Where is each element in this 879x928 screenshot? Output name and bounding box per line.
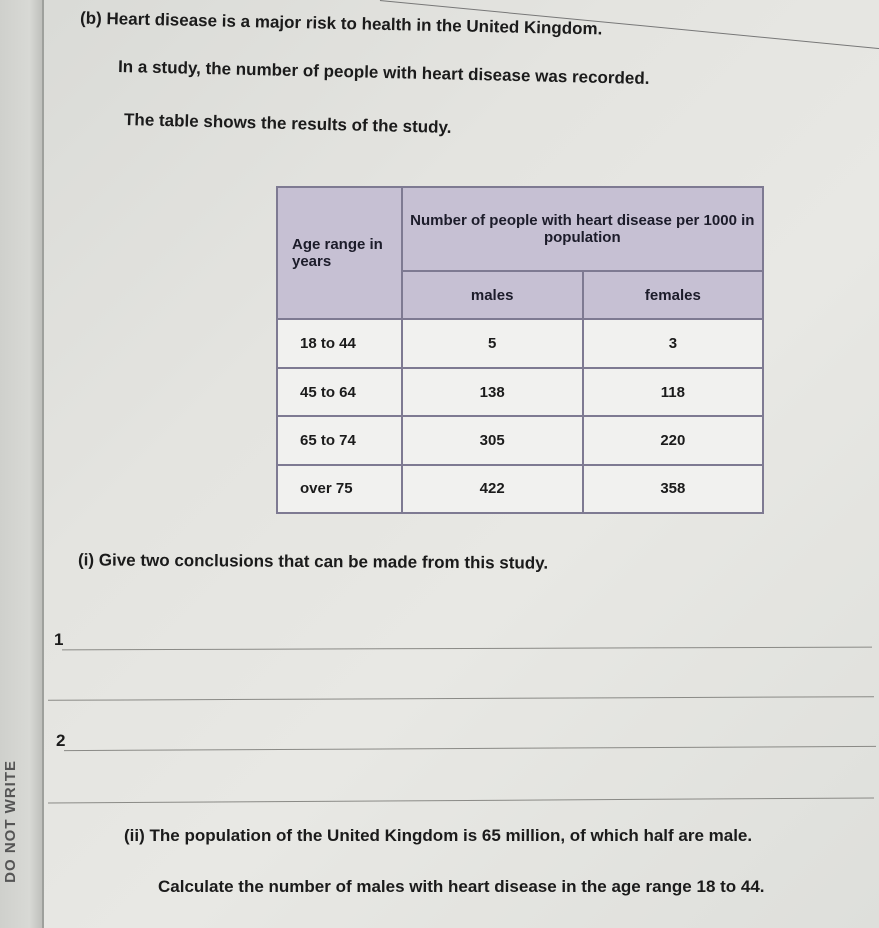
question-ii-line-2: Calculate the number of males with heart disease in the age range 18 to 44.	[158, 877, 765, 896]
answer-number-1: 1	[54, 630, 64, 649]
intro-text-1: Heart disease is a major risk to health in the United Kingdom.	[106, 9, 603, 39]
answer-number-2: 2	[56, 731, 66, 750]
age-range-cell: 45 to 64	[277, 368, 402, 416]
males-cell: 422	[402, 465, 583, 513]
females-header: females	[583, 271, 763, 319]
table-row	[277, 465, 763, 513]
table-row	[277, 319, 763, 367]
part-ii-label: (ii)	[124, 826, 145, 845]
question-i-text: Give two conclusions that can be made from this study.	[98, 550, 549, 573]
table-row	[277, 368, 763, 416]
question-i	[78, 550, 548, 573]
heart-disease-table	[276, 186, 764, 514]
females-cell: 220	[583, 416, 763, 464]
number-header: Number of people with heart disease per 1000 in population	[402, 187, 763, 271]
answer-line-1b[interactable]	[48, 696, 874, 701]
males-cell: 138	[402, 368, 583, 416]
answer-line-1[interactable]	[62, 647, 872, 651]
age-range-cell: 18 to 44	[277, 319, 402, 367]
males-cell: 5	[402, 319, 583, 367]
males-cell: 305	[402, 416, 583, 464]
page-margin	[0, 0, 44, 928]
answer-line-2b[interactable]	[48, 797, 874, 803]
margin-warning-text: DO NOT WRITE	[2, 760, 19, 883]
age-range-cell: over 75	[277, 465, 402, 513]
question-ii	[124, 826, 752, 846]
table-row	[277, 416, 763, 464]
females-cell: 118	[583, 368, 763, 416]
age-range-header: Age range in years	[277, 187, 402, 319]
question-ii-text-1: The population of the United Kingdom is 65 million, of which half are male.	[149, 826, 753, 845]
intro-line-3: The table shows the results of the study.	[123, 110, 452, 137]
part-i-label: (i)	[77, 550, 95, 570]
age-range-cell: 65 to 74	[277, 416, 402, 464]
females-cell: 358	[583, 465, 763, 513]
part-b-label: (b)	[79, 8, 102, 28]
answer-line-2[interactable]	[64, 746, 876, 751]
females-cell: 3	[583, 319, 763, 367]
males-header: males	[402, 271, 583, 319]
intro-line-2: In a study, the number of people with heart disease was recorded.	[117, 56, 650, 89]
